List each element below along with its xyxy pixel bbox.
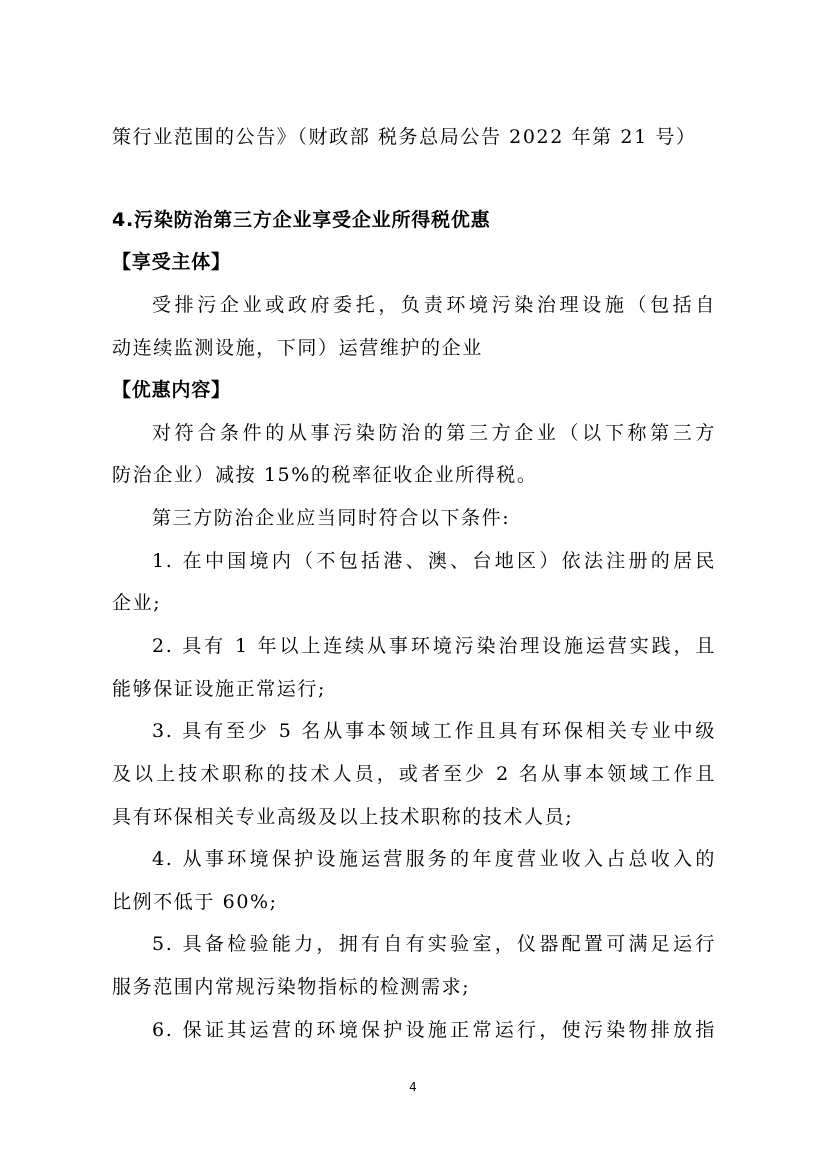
benefit-heading: 【优惠内容】 (112, 379, 231, 401)
section-title: 4.污染防治第三方企业享受企业所得税优惠 (112, 209, 491, 231)
condition-line: 企业; (112, 592, 162, 614)
condition-line: 具有环保相关专业高级及以上技术职称的技术人员; (112, 806, 574, 828)
condition-line: 比例不低于 60%; (112, 891, 278, 913)
benefit-intro-line: 防治企业）减按 15%的税率征收企业所得税。 (112, 464, 538, 486)
condition-line: 服务范围内常规污染物指标的检测需求; (112, 976, 471, 998)
beneficiary-heading: 【享受主体】 (112, 251, 231, 273)
beneficiary-text-line: 动连续监测设施，下同）运营维护的企业 (112, 337, 483, 359)
beneficiary-text-line: 受排污企业或政府委托，负责环境污染治理设施（包括自 (152, 294, 716, 316)
continuation-text: 策行业范围的公告》（财政部 税务总局公告 2022 年第 21 号） (112, 126, 697, 148)
page-number: 4 (409, 1080, 417, 1094)
condition-line: 1. 在中国境内（不包括港、澳、台地区）依法注册的居民 (152, 550, 716, 572)
conditions-intro: 第三方防治企业应当同时符合以下条件: (152, 507, 511, 529)
condition-line: 及以上技术职称的技术人员，或者至少 2 名从事本领域工作且 (112, 763, 716, 785)
condition-line: 6. 保证其运营的环境保护设施正常运行，使污染物排放指 (152, 1019, 716, 1041)
condition-line: 2. 具有 1 年以上连续从事环境污染治理设施运营实践，且 (152, 635, 716, 657)
condition-line: 能够保证设施正常运行; (112, 678, 327, 700)
condition-line: 5. 具备检验能力，拥有自有实验室，仪器配置可满足运行 (152, 933, 716, 955)
benefit-intro-line: 对符合条件的从事污染防治的第三方企业（以下称第三方 (152, 422, 716, 444)
condition-line: 4. 从事环境保护设施运营服务的年度营业收入占总收入的 (152, 848, 716, 870)
condition-line: 3. 具有至少 5 名从事本领域工作且具有环保相关专业中级 (152, 720, 716, 742)
